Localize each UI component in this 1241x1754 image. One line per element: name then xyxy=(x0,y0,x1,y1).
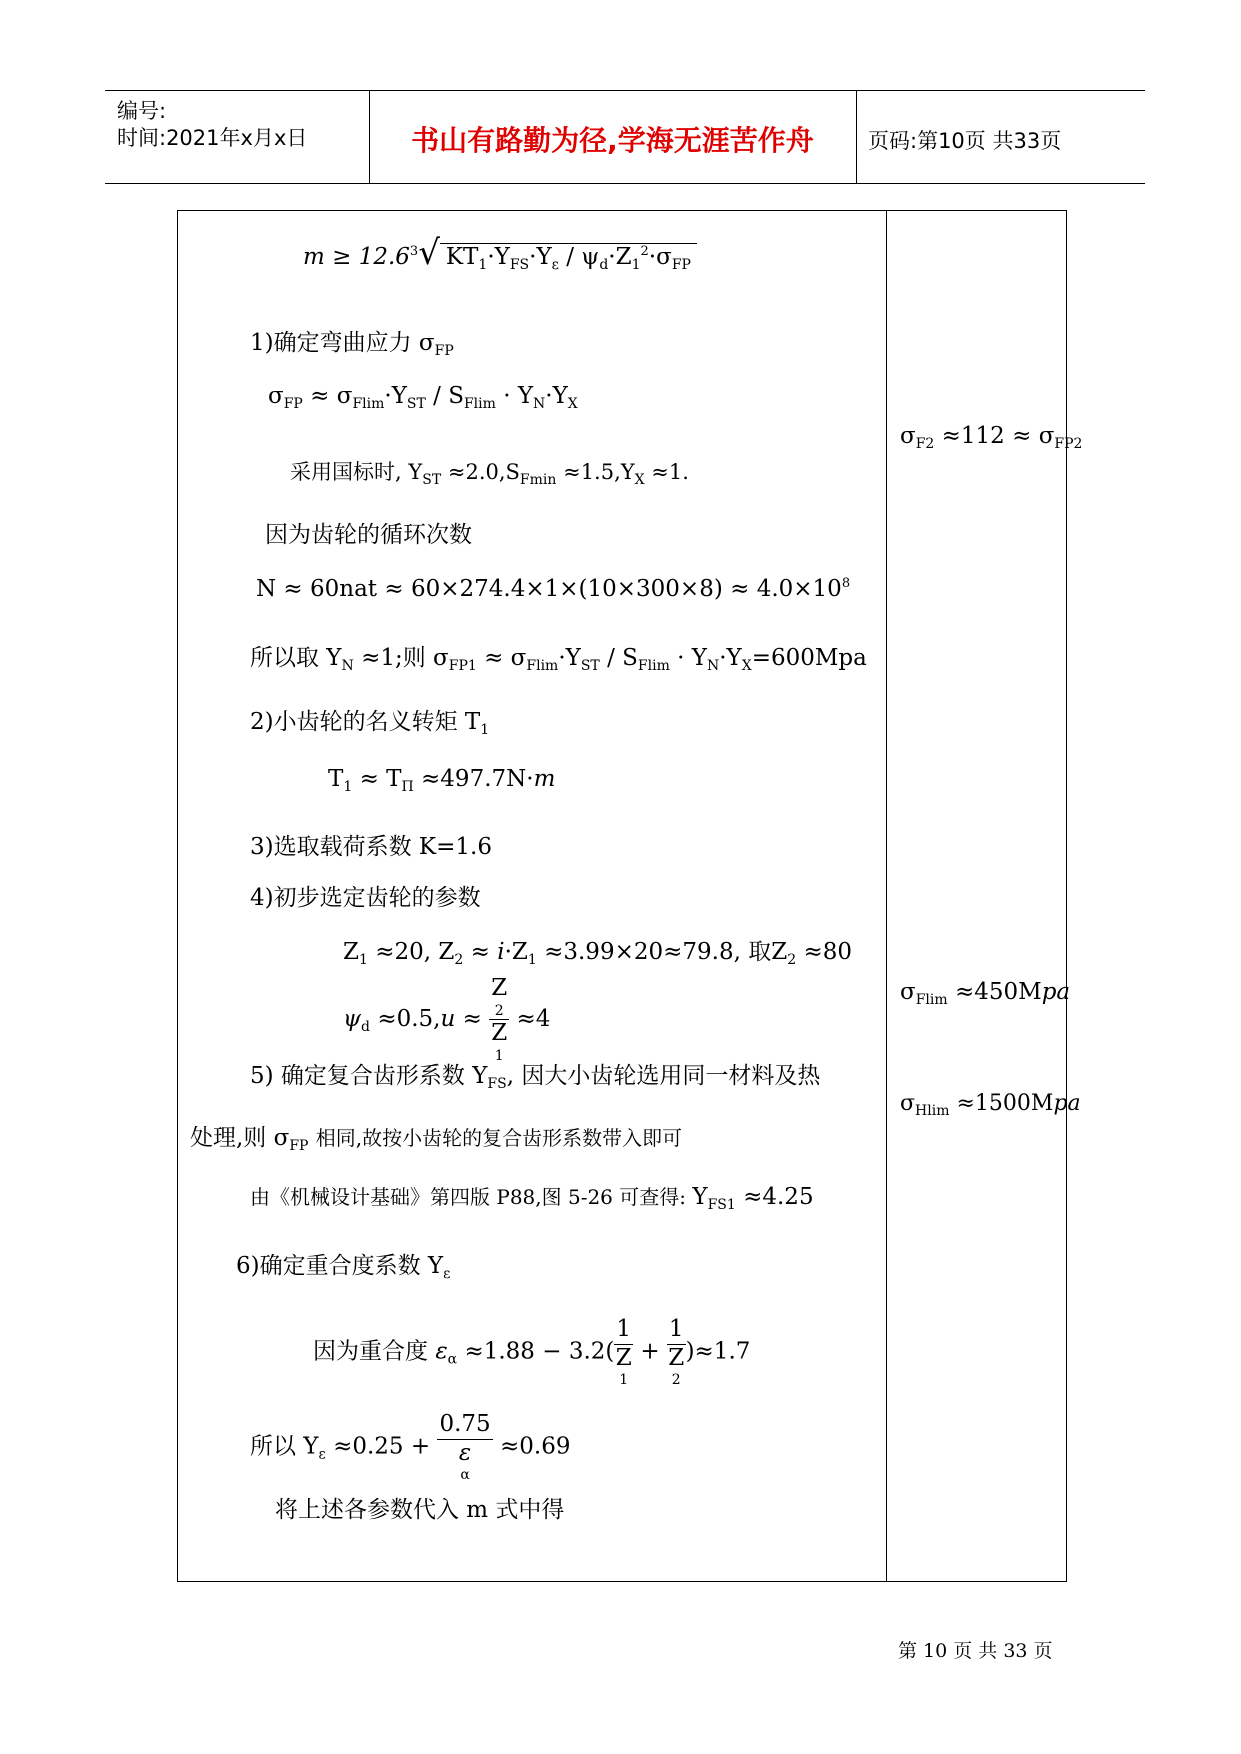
overlap-formula: 因为重合度 $\varepsilon_\alpha \approx 1.88 - 3.2$( 1 Z 1 + 1 Z 2 )≈1.7 xyxy=(313,1316,751,1389)
step1-title: 1)确定弯曲应力 $\sigma_{FP}$ xyxy=(250,330,454,359)
step6-title: 6)确定重合度系数 $Y_\varepsilon$ xyxy=(236,1253,451,1282)
header-page-info: 页码:第10页 共33页 xyxy=(868,129,1062,153)
step5-line2: 处理,则 $\sigma_{FP}$ 相同,故按小齿轮的复合齿形系数带入即可 xyxy=(190,1125,683,1154)
header-motto: 书山有路勤为径,学海无涯苦作舟 xyxy=(411,124,814,157)
cycle-title: 因为齿轮的循环次数 xyxy=(265,522,472,548)
column-divider xyxy=(886,211,887,1581)
step5-line1: 5) 确定复合齿形系数 $Y_{FS}$, 因大小齿轮选用同一材料及热 xyxy=(250,1063,821,1092)
reference-line: 由《机械设计基础》第四版 P88,图 5-26 可查得: $Y_{FS1} \approx 4.25$ xyxy=(250,1184,814,1213)
side-sigma-f2: $\sigma_{F2} \approx 112 \approx \sigma_{FP2}$ xyxy=(900,423,1083,452)
step2-title: 2)小齿轮的名义转矩 $T_1$ xyxy=(250,709,490,738)
calculation-table xyxy=(177,210,1083,1582)
header-center-cell xyxy=(369,91,857,183)
formula-module: $m \ge 12.6^3√$ $KT_1\cdot Y_{FS}\cdot Y_\varepsilon / \psi_d\cdot Z_1^2\cdot\sigma_{FP}$ xyxy=(303,233,697,273)
document-time-label: 时间:2021年x月x日 xyxy=(117,126,308,150)
formula-sigma-fp: $\sigma_{FP} \approx \sigma_{Flim}\cdot Y_{ST} / S_{Flim} \cdot Y_N\cdot Y_X$ xyxy=(268,383,578,412)
page-footer: 第 10 页 共 33 页 xyxy=(898,1640,1053,1662)
teeth-number-line: $Z_1 \approx 20$, $Z_2 \approx i\cdot Z_1 \approx 3.99\times 20\approx 79.8$, 取$Z_2 \approx 80$ xyxy=(343,939,852,968)
psi-ratio-line: $\psi_d \approx 0.5,u$ ≈ Z 2 Z 1 ≈4 xyxy=(343,975,551,1064)
step4-title: 4)初步选定齿轮的参数 xyxy=(250,885,481,911)
side-sigma-flim: $\sigma_{Flim} \approx 450Mpa$ xyxy=(900,979,1071,1008)
cycle-formula: $N \approx 60nat \approx 60\times 274.4\times 1\times(10\times 300\times 8) \approx 4.0\times 10^8$ xyxy=(256,576,851,602)
standard-values-line: 采用国标时, $Y_{ST} \approx 2.0,S_{Fmin} \approx 1.5,Y_X \approx 1$. xyxy=(290,460,689,488)
header-right-cell xyxy=(856,91,1145,183)
torque-formula: $T_1 \approx T_\Pi \approx 497.7N\cdot m$ xyxy=(328,766,556,795)
step3-title: 3)选取载荷系数 K=1.6 xyxy=(250,834,492,860)
sigma-fp1-line: 所以取 $Y_N \approx 1$;则 $\sigma_{FP1} \approx \sigma_{Flim}\cdot Y_{ST} / S_{Flim} \cdot Y_N\cdot Y_X=600Mpa$ xyxy=(250,645,867,674)
y-epsilon-formula: 所以 $Y_\varepsilon \approx 0.25$ + 0.75 ε α ≈0.69 xyxy=(250,1411,571,1484)
page-header xyxy=(105,90,1145,184)
header-left-cell xyxy=(105,91,370,183)
last-line: 将上述各参数代入 m 式中得 xyxy=(275,1497,565,1523)
side-sigma-hlim: $\sigma_{Hlim} \approx 1500Mpa$ xyxy=(900,1091,1081,1119)
document-number-label: 编号: xyxy=(117,99,167,123)
